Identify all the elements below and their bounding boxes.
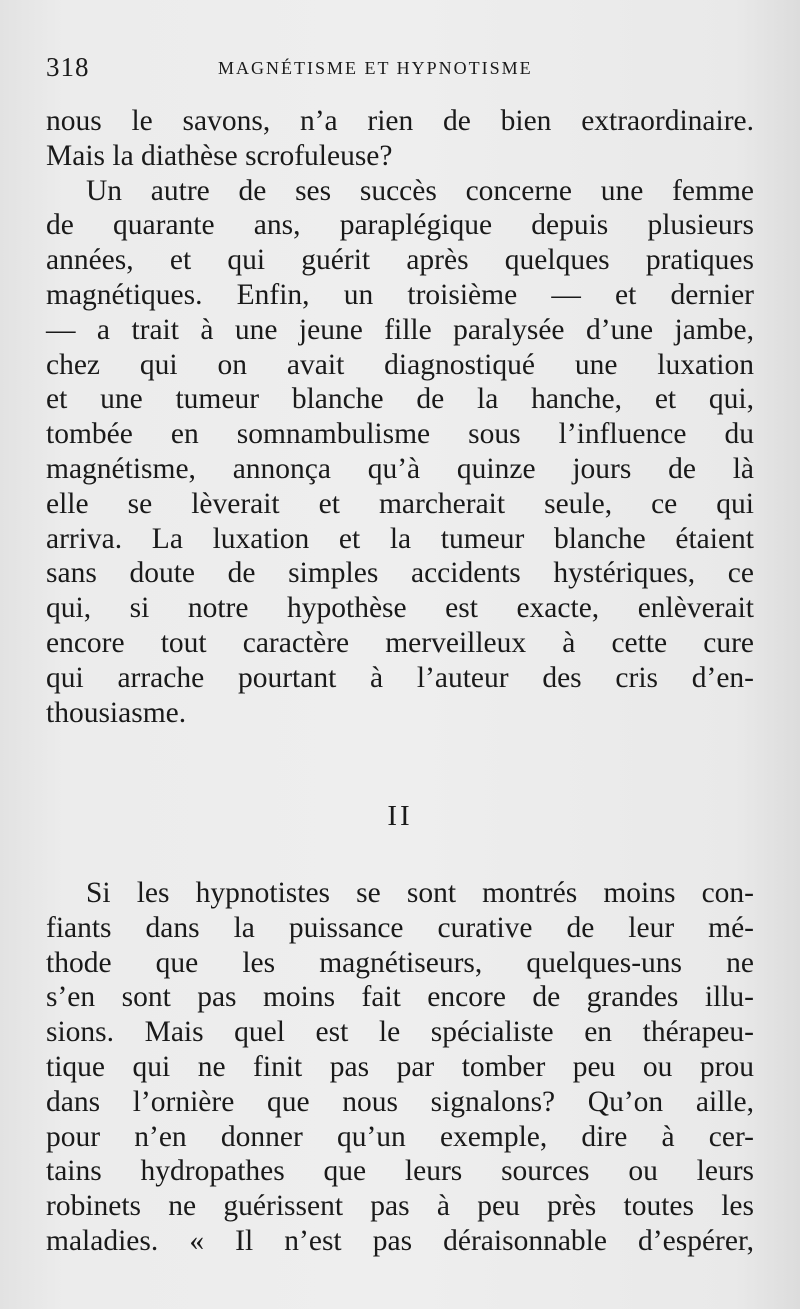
running-title: MAGNÉTISME ET HYPNOTISME [218,58,533,78]
text-line: Si les hypnotistes se sont montrés moins con- [86,877,754,909]
text-line: nous le savons, n’a rien de bien extraordinaire. [46,105,754,137]
text-line: fiants dans la puissance curative de leur mé- [46,911,754,944]
text-line: tains hydropathes que leurs sources ou leurs [46,1155,754,1188]
text-line: magnétisme, annonça qu’à quinze jours de là [46,452,754,485]
text-line: encore tout caractère merveilleux à cette cure [46,626,754,659]
text-line: qui, si notre hypothèse est exacte, enlèverait [46,592,754,625]
text-line: elle se lèverait et marcherait seule, ce qui [46,487,754,520]
page-header [46,52,746,88]
text-line: magnétiques. Enfin, un troisième — et dernier [46,278,754,311]
text-line: maladies. « Il n’est pas déraisonnable d’espérer, [46,1224,754,1257]
text-line: pour n’en donner qu’un exemple, dire à cer- [46,1120,754,1153]
body-text-top [46,104,754,730]
text-line: arriva. La luxation et la tumeur blanche étaient [46,522,754,555]
text-line: thode que les magnétiseurs, quelques-uns ne [46,946,754,979]
text-line: — a trait à une jeune fille paralysée d’une jambe, [46,313,754,346]
text-line: robinets ne guérissent pas à peu près toutes les [46,1190,754,1223]
text-line: sions. Mais quel est le spécialiste en thérapeu- [46,1016,754,1049]
page-number: 318 [46,52,90,82]
text-line: tique qui ne finit pas par tomber peu ou prou [46,1050,754,1083]
text-line: qui arrache pourtant à l’auteur des cris d’en- [46,661,754,694]
text-line: Un autre de ses succès concerne une femme [86,174,754,207]
text-line: Mais la diathèse scrofuleuse? [46,139,393,172]
text-line: de quarante ans, paraplégique depuis plusieurs [46,209,754,242]
text-line: et une tumeur blanche de la hanche, et qui, [46,383,754,416]
text-line: s’en sont pas moins fait encore de grandes illu- [46,981,754,1014]
section-heading: II [387,800,413,832]
text-line: sans doute de simples accidents hystériques, ce [46,557,754,590]
text-line: tombée en somnambulisme sous l’influence du [46,418,754,451]
text-line: chez qui on avait diagnostiqué une luxation [46,348,754,381]
text-line: thousiasme. [46,696,187,729]
text-line: dans l’ornière que nous signalons? Qu’on aille, [46,1085,754,1118]
body-text-bottom [46,876,754,1259]
text-line: années, et qui guérit après quelques pratiques [46,244,754,277]
